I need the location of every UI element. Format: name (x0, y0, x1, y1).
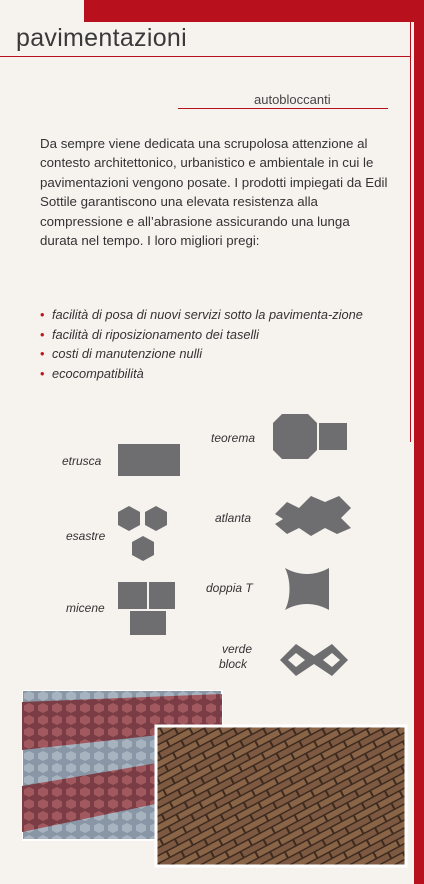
tile-label-doppia-t: doppia T (206, 581, 253, 595)
benefit-item (40, 364, 385, 384)
tile-label-verde-block-line1: verde (222, 642, 253, 656)
benefit-item (40, 305, 385, 325)
benefit-text: costi di manutenzione nulli (52, 346, 203, 361)
tile-label-verde-block-line2: block (219, 657, 248, 671)
benefit-text: ecocompatibilità (52, 365, 144, 381)
vertical-red-rule (410, 22, 411, 442)
esastre-tile-icon (118, 506, 180, 564)
tile-label-teorema: teorema (211, 431, 256, 445)
section-subtitle: autobloccanti (254, 92, 331, 107)
subtitle-rule (178, 108, 388, 109)
atlanta-tile-icon (273, 494, 353, 538)
tile-label-esastre: esastre (66, 529, 106, 543)
title-rule (0, 56, 410, 57)
intro-paragraph: Da sempre viene dedicata una scrupolosa attenzione al contesto architettonico, urbanistico e ambientale in cui le pavimentazioni vengono posate. I prodotti impiegati da Edil Sottile garantiscono una elevata resistenza alla compressione e all’abrasione assicurando una lunga durata nel tempo. I loro migliori pregi: (40, 136, 388, 249)
etrusca-tile-icon (118, 444, 182, 478)
benefit-text: facilità di posa di nuovi servizi sotto la pavimenta-zione (52, 307, 363, 322)
tile-label-atlanta: atlanta (215, 511, 252, 525)
brick-paving-photo (156, 726, 406, 866)
verde-block-tile-icon (276, 640, 352, 680)
benefits-list (40, 305, 385, 383)
bullet-icon: • (40, 326, 45, 342)
tile-label-etrusca: etrusca (62, 454, 102, 468)
benefit-item (40, 325, 385, 345)
bullet-icon: • (40, 346, 45, 361)
doppia-t-tile-icon (283, 566, 333, 612)
benefit-text: facilità di riposizionamento dei taselli (52, 326, 259, 342)
teorema-tile-icon (273, 414, 351, 462)
top-red-band (84, 0, 424, 22)
benefit-item (40, 344, 385, 364)
micene-tile-icon (118, 582, 176, 636)
bullet-icon: • (40, 307, 45, 322)
page-title: pavimentazioni (16, 24, 187, 52)
right-red-band (414, 0, 424, 884)
tile-label-micene: micene (66, 601, 105, 615)
paving-photos (22, 690, 410, 870)
bullet-icon: • (40, 365, 45, 381)
